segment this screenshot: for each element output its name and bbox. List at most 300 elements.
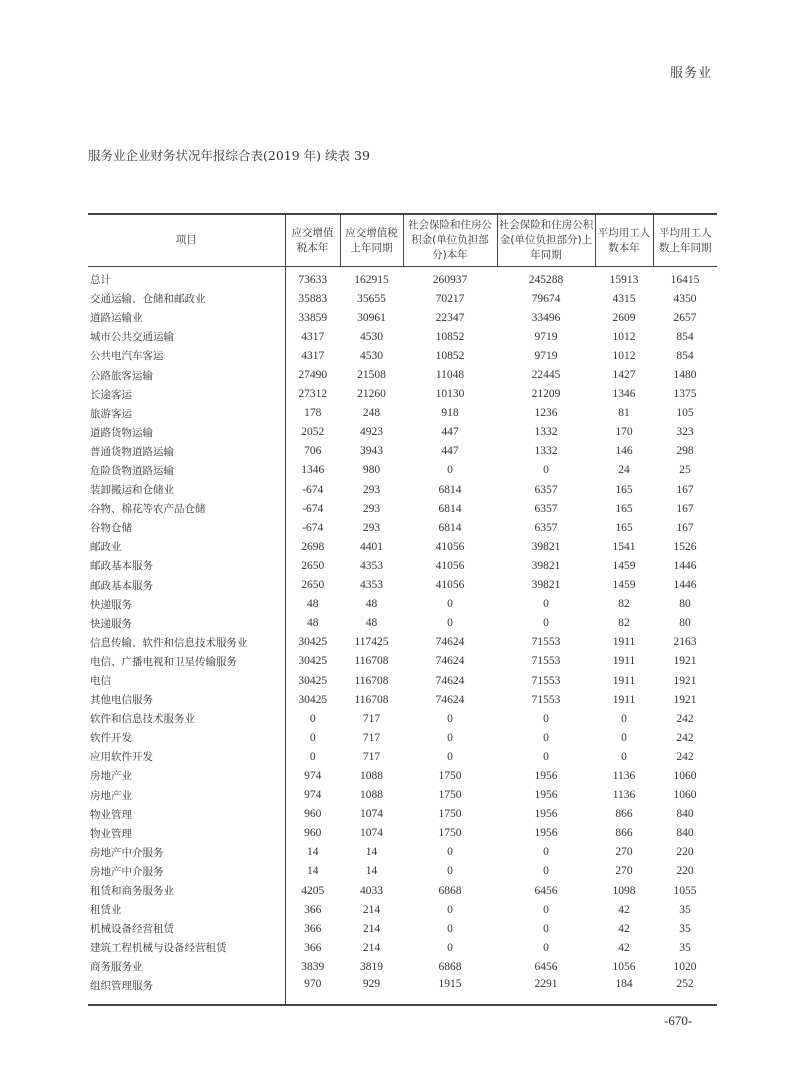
table-row [88,633,717,652]
row-value-cell: 4401 [360,540,383,553]
row-item-label: 旅游客运 [88,404,285,423]
row-value-cell: 74624 [435,636,465,649]
row-item-label: 快递服务 [88,614,285,633]
row-value-cell: 0 [447,903,453,916]
table-row [88,499,717,518]
row-value-cell: 366 [304,941,322,954]
row-value-cell: 974 [304,789,322,802]
row-value-cell: 1459 [612,559,636,572]
row-value-cell: 39821 [531,559,561,572]
row-value-cell: 3943 [360,445,383,458]
row-value-cell: 105 [676,407,694,420]
row-value-cell: 48 [307,598,319,611]
row-item-label: 应用软件开发 [88,747,285,766]
row-value-cell: 0 [447,617,453,630]
row-value-cell: 21209 [531,388,561,401]
row-value-cell: 178 [304,407,322,420]
row-value-cell: 10852 [435,330,465,343]
row-item-label: 危险货物道路运输 [88,461,285,480]
row-value-cell: 220 [676,846,694,859]
row-value-cell: 4353 [360,559,383,572]
row-value-cell: 15913 [609,273,639,286]
row-item-label: 长途客运 [88,385,285,404]
row-value-cell: 960 [304,808,322,821]
row-value-cell: 0 [447,750,453,763]
row-value-cell: 4033 [360,884,383,897]
row-value-cell: 116708 [354,674,389,687]
header-social-insurance-prior: 社会保险和住房公积金(单位负担部分)上年同期 [497,214,595,267]
table-row [88,747,717,766]
row-value-cell: 214 [362,941,381,954]
table-row [88,957,717,976]
header-item: 项目 [88,214,285,267]
row-item-label: 房地产中介服务 [88,862,285,881]
row-value-cell: -674 [302,483,324,496]
table-row [88,595,717,614]
table-row [88,461,717,480]
row-item-label: 商务服务业 [88,957,285,976]
row-value-cell: 1056 [612,960,636,973]
row-item-label: 房地产中介服务 [88,843,285,862]
row-value-cell: 116708 [354,655,389,668]
table-row [88,423,717,442]
table-row [88,614,717,633]
row-value-cell: 4530 [360,330,383,343]
row-value-cell: 1956 [534,789,558,802]
table-row [88,786,717,805]
row-item-label: 电信、广播电视和卫星传输服务 [88,652,285,671]
row-value-cell: 22445 [531,369,561,382]
row-value-cell: 866 [615,808,633,821]
row-value-cell: 165 [615,502,633,515]
row-item-label: 邮政基本服务 [88,576,285,595]
row-value-cell: 1911 [612,655,636,668]
row-value-cell: 30425 [298,674,328,687]
row-value-cell: 1480 [673,369,697,382]
row-value-cell: 270 [615,846,633,859]
row-value-cell: 25 [679,464,691,477]
row-value-cell: 30425 [298,693,328,706]
table-row [88,728,717,747]
row-value-cell: 35883 [298,292,328,305]
row-value-cell: 0 [447,712,453,725]
table-row [88,327,717,346]
row-value-cell: 16415 [670,273,700,286]
row-value-cell: 1750 [438,789,462,802]
table-row [88,267,717,290]
row-item-label: 谷物仓储 [88,518,285,537]
row-value-cell: 9719 [534,330,558,343]
row-value-cell: 27490 [298,369,328,382]
row-value-cell: 447 [441,426,459,439]
row-item-label: 装卸搬运和仓储业 [88,480,285,499]
row-value-cell: 41056 [435,559,465,572]
row-value-cell: 30425 [298,655,328,668]
table-row [88,919,717,938]
table-row [88,404,717,423]
row-value-cell: 6814 [438,483,462,496]
table-row [88,709,717,728]
row-value-cell: 14 [365,846,378,859]
row-value-cell: 366 [304,903,322,916]
row-value-cell: 6456 [534,884,558,897]
row-value-cell: 4317 [301,349,325,362]
row-value-cell: 6814 [438,521,462,534]
row-value-cell: 6357 [534,502,558,515]
row-item-label: 道路运输业 [88,308,285,327]
row-value-cell: 840 [676,808,694,821]
row-value-cell: 2698 [301,540,325,553]
row-value-cell: 1459 [612,579,636,592]
row-value-cell: 165 [615,521,633,534]
row-value-cell: 1921 [673,674,697,687]
row-value-cell: 10852 [435,349,465,362]
row-item-label: 房地产业 [88,766,285,785]
row-value-cell: 33496 [531,311,561,324]
row-value-cell: 4205 [301,884,325,897]
row-value-cell: 974 [304,769,322,782]
row-value-cell: 323 [676,426,694,439]
row-value-cell: 270 [615,865,633,878]
table-row [88,652,717,671]
row-value-cell: 1915 [438,978,462,991]
row-item-label: 组织管理服务 [88,976,285,1005]
row-value-cell: 1446 [673,579,697,592]
row-value-cell: 1012 [612,330,636,343]
row-value-cell: 74624 [435,655,465,668]
row-value-cell: 0 [543,598,549,611]
row-value-cell: 22347 [435,311,465,324]
row-value-cell: 35655 [357,292,386,305]
row-value-cell: 116708 [354,693,389,706]
row-value-cell: 2609 [612,311,636,324]
table-row [88,690,717,709]
header-vat-current: 应交增值税本年 [285,214,340,267]
row-value-cell: 2657 [673,311,697,324]
row-value-cell: 48 [365,617,378,630]
table-row [88,480,717,499]
row-value-cell: 70217 [435,292,465,305]
row-value-cell: 0 [447,941,453,954]
row-value-cell: 854 [676,330,694,343]
row-value-cell: 252 [676,978,694,991]
row-value-cell: -674 [302,521,324,534]
page-number: -670- [664,1013,693,1028]
row-value-cell: 79674 [531,292,561,305]
row-value-cell: 9719 [534,349,558,362]
row-value-cell: 0 [447,865,453,878]
row-value-cell: 248 [362,407,381,420]
row-value-cell: 1750 [438,808,462,821]
row-value-cell: 2650 [301,559,325,572]
row-value-cell: 1526 [673,540,697,553]
header-employees-prior: 平均用工人数上年同期 [653,214,717,267]
row-value-cell: 2650 [301,579,325,592]
row-value-cell: 48 [307,617,319,630]
row-value-cell: 242 [676,731,694,744]
row-item-label: 软件开发 [88,728,285,747]
row-value-cell: 6868 [438,960,462,973]
row-value-cell: 6357 [534,521,558,534]
row-value-cell: 1346 [612,388,636,401]
row-value-cell: 1911 [612,636,636,649]
row-value-cell: 71553 [531,655,561,668]
row-value-cell: 167 [676,521,694,534]
table-caption: 服务业企业财务状况年报综合表(2019 年) 续表 39 [88,148,370,163]
header-row [88,214,717,267]
row-value-cell: 0 [309,750,316,763]
table-row [88,308,717,327]
row-value-cell: 1427 [612,369,636,382]
row-item-label: 租赁业 [88,900,285,919]
row-value-cell: 80 [679,617,691,630]
row-value-cell: 1956 [534,769,558,782]
row-value-cell: 3819 [360,960,383,973]
row-value-cell: 39821 [531,540,561,553]
row-value-cell: 242 [676,712,694,725]
row-value-cell: 73633 [298,273,328,286]
row-item-label: 公共电汽车客运 [88,346,285,365]
row-value-cell: 260937 [432,273,468,286]
row-value-cell: 2163 [673,636,697,649]
row-value-cell: 71553 [531,674,561,687]
table-row [88,346,717,365]
row-value-cell: 447 [441,445,459,458]
row-value-cell: 30961 [357,311,386,324]
table-row [88,537,717,556]
table-row [88,576,717,595]
row-value-cell: 717 [362,750,381,763]
row-value-cell: 242 [676,750,694,763]
row-value-cell: 0 [543,464,549,477]
row-value-cell: 4350 [673,292,697,305]
row-value-cell: 6814 [438,502,462,515]
row-value-cell: 10130 [435,388,465,401]
row-value-cell: 1911 [612,693,636,706]
table-row [88,843,717,862]
row-value-cell: 39821 [531,579,561,592]
row-value-cell: 0 [309,712,316,725]
table-row [88,881,717,900]
row-value-cell: 1956 [534,808,558,821]
row-value-cell: 980 [362,464,381,477]
row-value-cell: 1055 [673,884,697,897]
row-value-cell: 1446 [673,559,697,572]
row-value-cell: 0 [543,617,549,630]
row-value-cell: 71553 [531,636,561,649]
row-value-cell: 0 [543,731,549,744]
data-table [88,213,717,1006]
row-value-cell: 21260 [357,388,386,401]
table-row [88,365,717,384]
row-value-cell: 0 [309,731,316,744]
row-value-cell: 1911 [612,674,636,687]
table-row [88,805,717,824]
row-value-cell: 245288 [528,273,564,286]
row-value-cell: 117425 [354,636,389,649]
row-value-cell: 35 [679,941,691,954]
row-item-label: 邮政基本服务 [88,556,285,575]
table-row [88,518,717,537]
row-value-cell: 42 [618,903,630,916]
row-value-cell: 0 [543,941,549,954]
row-value-cell: 0 [621,750,627,763]
row-value-cell: 41056 [435,540,465,553]
row-value-cell: 0 [447,922,453,935]
row-value-cell: -674 [302,502,324,515]
row-value-cell: 71553 [531,693,561,706]
row-value-cell: 0 [543,750,549,763]
row-item-label: 信息传输、软件和信息技术服务业 [88,633,285,652]
row-value-cell: 0 [543,903,549,916]
row-item-label: 快递服务 [88,595,285,614]
running-head: 服务业 [669,66,712,81]
row-value-cell: 42 [618,922,630,935]
row-value-cell: 0 [543,846,549,859]
row-value-cell: 0 [543,712,549,725]
row-value-cell: 0 [447,464,453,477]
row-value-cell: 24 [618,464,630,477]
row-item-label: 租赁和商务服务业 [88,881,285,900]
row-value-cell: 14 [307,846,319,859]
row-value-cell: 1136 [612,789,636,802]
row-value-cell: 1020 [673,960,697,973]
row-value-cell: 165 [615,483,633,496]
row-value-cell: 866 [615,827,633,840]
row-item-label: 其他电信服务 [88,690,285,709]
row-value-cell: 293 [362,521,381,534]
row-item-label: 物业管理 [88,805,285,824]
row-value-cell: 840 [676,827,694,840]
row-value-cell: 4923 [360,426,383,439]
row-value-cell: 27312 [298,388,328,401]
row-value-cell: 184 [615,978,633,991]
row-value-cell: 35 [679,922,691,935]
row-value-cell: 3839 [301,960,325,973]
row-value-cell: 35 [679,903,691,916]
row-item-label: 电信 [88,671,285,690]
row-value-cell: 706 [304,445,322,458]
row-value-cell: 21508 [357,369,386,382]
row-value-cell: 82 [618,598,630,611]
row-value-cell: 1074 [360,827,383,840]
row-value-cell: 6456 [534,960,558,973]
row-value-cell: 42 [618,941,630,954]
row-value-cell: 1956 [534,827,558,840]
row-value-cell: 1060 [673,769,697,782]
row-item-label: 邮政业 [88,537,285,556]
row-value-cell: 30425 [298,636,328,649]
row-value-cell: 1332 [534,445,558,458]
row-value-cell: 1012 [612,349,636,362]
row-value-cell: 4353 [360,579,383,592]
row-value-cell: 293 [362,502,381,515]
row-value-cell: 4315 [612,292,636,305]
row-value-cell: 1541 [612,540,636,553]
row-item-label: 物业管理 [88,824,285,843]
row-value-cell: 0 [447,598,453,611]
table-body [88,267,717,1006]
row-value-cell: 0 [447,731,453,744]
row-value-cell: 0 [447,846,453,859]
row-value-cell: 80 [679,598,691,611]
table-row [88,976,717,1005]
data-table-container [88,213,717,1006]
row-value-cell: 214 [362,903,381,916]
row-value-cell: 81 [618,407,630,420]
row-item-label: 城市公共交通运输 [88,327,285,346]
row-value-cell: 1750 [438,827,462,840]
row-value-cell: 2052 [301,426,325,439]
row-value-cell: 4530 [360,349,383,362]
row-item-label: 公路旅客运输 [88,365,285,384]
row-value-cell: 33859 [298,311,328,324]
row-item-label: 建筑工程机械与设备经营租赁 [88,938,285,957]
table-row [88,671,717,690]
row-value-cell: 11048 [435,369,465,382]
row-value-cell: 1136 [612,769,636,782]
row-value-cell: 1074 [360,808,383,821]
table-row [88,556,717,575]
row-item-label: 软件和信息技术服务业 [88,709,285,728]
row-value-cell: 0 [621,731,627,744]
row-value-cell: 167 [676,502,694,515]
row-value-cell: 929 [362,978,381,991]
row-value-cell: 1088 [360,769,383,782]
row-value-cell: 6868 [438,884,462,897]
row-value-cell: 1098 [612,884,636,897]
row-value-cell: 2291 [534,978,558,991]
row-value-cell: 1060 [673,789,697,802]
row-value-cell: 214 [362,922,381,935]
row-value-cell: 146 [615,445,633,458]
row-value-cell: 298 [676,445,694,458]
table-row [88,766,717,785]
header-employees-current: 平均用工人数本年 [595,214,653,267]
row-item-label: 机械设备经营租赁 [88,919,285,938]
table-row [88,900,717,919]
table-row [88,824,717,843]
row-item-label: 普通货物道路运输 [88,442,285,461]
row-value-cell: 41056 [435,579,465,592]
header-vat-prior: 应交增值税上年同期 [340,214,403,267]
row-value-cell: 366 [304,922,322,935]
row-value-cell: 48 [365,598,378,611]
row-value-cell: 854 [676,349,694,362]
row-item-label: 道路货物运输 [88,423,285,442]
table-row [88,862,717,881]
row-value-cell: 1346 [301,464,325,477]
row-value-cell: 1921 [673,655,697,668]
row-value-cell: 0 [621,712,627,725]
row-value-cell: 14 [365,865,378,878]
row-value-cell: 1375 [673,388,697,401]
row-value-cell: 6357 [534,483,558,496]
row-item-label: 交通运输、仓储和邮政业 [88,289,285,308]
row-value-cell: 717 [362,712,381,725]
row-value-cell: 82 [618,617,630,630]
row-value-cell: 4317 [301,330,325,343]
row-item-label: 谷物、棉花等农产品仓储 [88,499,285,518]
row-value-cell: 918 [441,407,459,420]
row-value-cell: 960 [304,827,322,840]
table-row [88,442,717,461]
row-value-cell: 167 [676,483,694,496]
row-item-label: 总计 [88,267,285,290]
row-value-cell: 1750 [438,769,462,782]
row-value-cell: 74624 [435,693,465,706]
row-value-cell: 1088 [360,789,383,802]
